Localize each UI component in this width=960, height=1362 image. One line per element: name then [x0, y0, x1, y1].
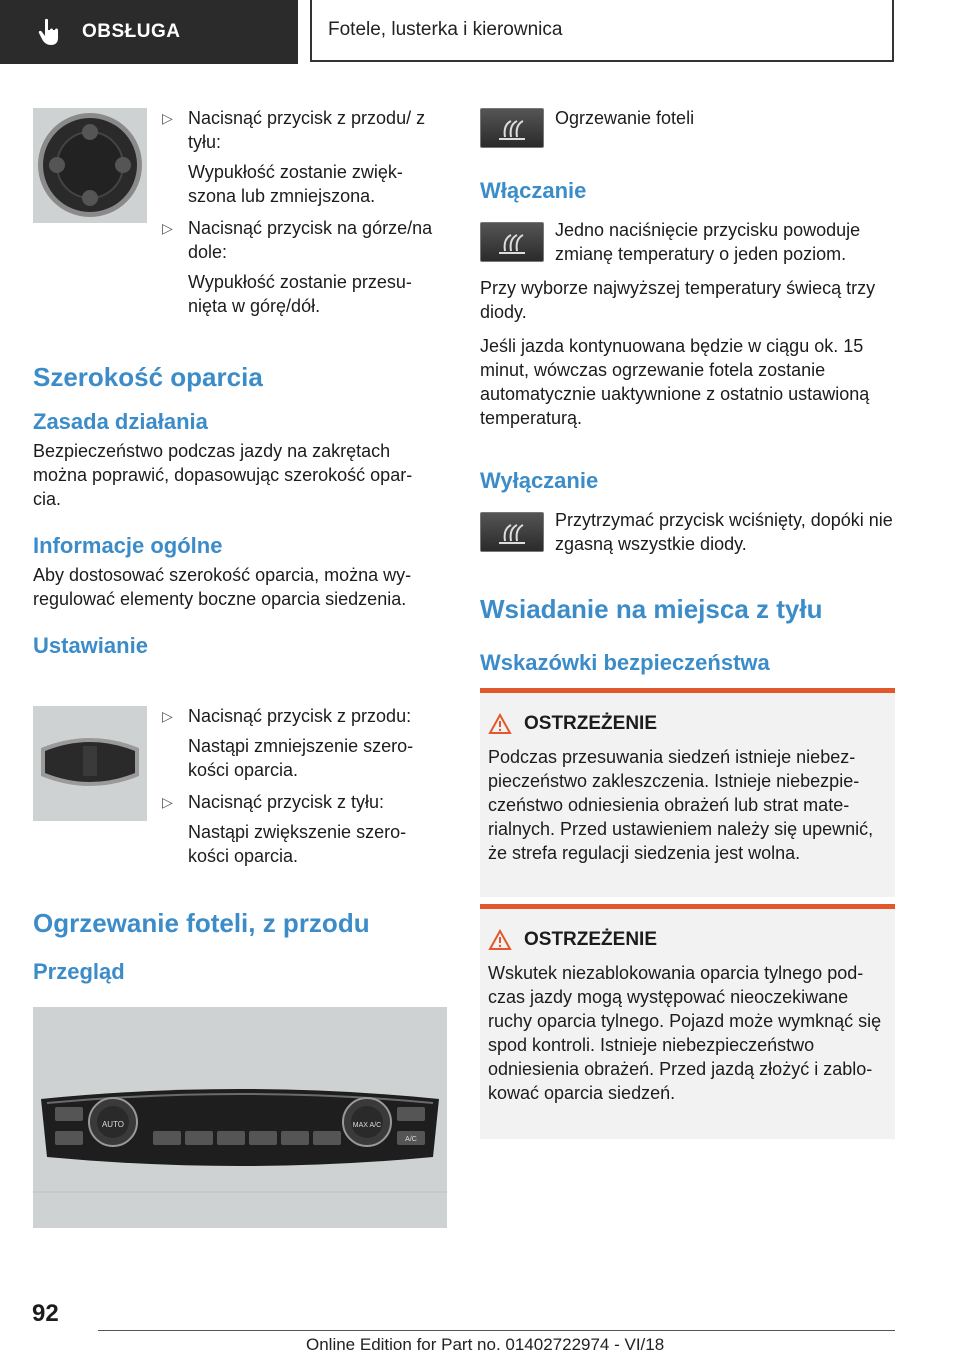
- warning-text: Podczas przesuwania siedzeń istnieje niebez- pieczeństwo zakleszczenia. Istnieje niebezpie- czeństwo odniesienia obrażeń lub strat mate- rialnych. Przed ustawieniem należy się upewnić, że strefa regulacji siedzenia jest wolna.: [488, 747, 874, 863]
- chapter-title: Fotele, lusterka i kierownica: [328, 19, 563, 40]
- width-list: [162, 704, 447, 868]
- width-control-image: [33, 706, 147, 821]
- bullet-arrow-icon: ▷: [162, 794, 173, 810]
- warning-triangle-icon: [488, 713, 512, 735]
- subheading: Zasada działania: [33, 409, 208, 434]
- subheading: Przegląd: [33, 959, 125, 984]
- heat-label: Ogrzewanie foteli: [555, 108, 695, 128]
- list-item: ▷ Nacisnąć przycisk z przodu/ z tyłu:: [162, 108, 426, 152]
- page-number: 92: [32, 1300, 59, 1327]
- seat-heating-button-icon: [480, 108, 544, 148]
- edition-text: Online Edition for Part no. 01402722974 - VI/18: [306, 1335, 665, 1354]
- paragraph: Aby dostosować szerokość oparcia, można wy- regulować elementy boczne oparcia siedzenia.: [33, 565, 412, 609]
- seat-heating-button-icon: [480, 222, 544, 262]
- section-heading: Wsiadanie na miejsca z tyłu: [480, 594, 823, 624]
- lumbar-button-icon: [33, 108, 147, 223]
- section-title: OBSŁUGA: [82, 21, 181, 42]
- warning-title: OSTRZEŻENIE: [524, 713, 658, 734]
- paragraph: Bezpieczeństwo podczas jazdy na zakrętach można poprawić, dopasowując szerokość opar- cia.: [33, 441, 413, 509]
- warning-box: [480, 688, 895, 897]
- warning-box: [480, 904, 895, 1139]
- paragraph: Przytrzymać przycisk wciśnięty, dopóki nie zgasną wszystkie diody.: [555, 510, 893, 554]
- warning-triangle-icon: [488, 929, 512, 951]
- bullet-arrow-icon: ▷: [162, 220, 173, 236]
- warning-title: OSTRZEŻENIE: [524, 929, 658, 950]
- paragraph: Przy wyborze najwyższej temperatury świecą trzy diody.: [480, 278, 876, 322]
- auto-knob-label: AUTO: [101, 1120, 125, 1129]
- list-item-result: Nastąpi zmniejszenie szero- kości oparcia.: [188, 736, 414, 780]
- list-item: ▷ Nacisnąć przycisk na górze/na dole:: [162, 218, 433, 262]
- lumbar-list: [162, 106, 447, 318]
- hand-pointer-icon: [38, 18, 62, 46]
- max-ac-knob-label: MAX A/C: [352, 1122, 382, 1129]
- width-button-icon: [33, 706, 147, 821]
- chapter-header: [310, 0, 894, 62]
- lumbar-control-image: [33, 108, 147, 223]
- list-item-result: Wypukłość zostanie zwięk- szona lub zmniejszona.: [188, 162, 403, 206]
- paragraph: Jedno naciśnięcie przycisku powoduje zmianę temperatury o jeden poziom.: [555, 220, 861, 264]
- ac-button-label: A/C: [405, 1136, 417, 1143]
- climate-panel-image: [33, 1007, 447, 1228]
- list-item-result: Nastąpi zwiększenie szero- kości oparcia.: [188, 822, 407, 866]
- section-heading: Ogrzewanie foteli, z przodu: [33, 908, 370, 938]
- list-item: ▷ Nacisnąć przycisk z tyłu:: [162, 792, 385, 812]
- subheading: Wyłączanie: [480, 468, 599, 493]
- subheading: Ustawianie: [33, 633, 148, 658]
- subheading: Włączanie: [480, 178, 587, 203]
- list-item: ▷ Nacisnąć przycisk z przodu:: [162, 706, 412, 726]
- paragraph: Jeśli jazda kontynuowana będzie w ciągu ok. 15 minut, wówczas ogrzewanie fotela zostanie automatycznie uaktywnione z ostatnio ustawioną temperaturą.: [480, 336, 870, 428]
- bullet-arrow-icon: ▷: [162, 110, 173, 126]
- seat-heating-button-icon: [480, 512, 544, 552]
- section-tab[interactable]: [0, 0, 298, 64]
- climate-panel-illustration: [33, 1007, 447, 1228]
- section-heading: Szerokość oparcia: [33, 362, 263, 392]
- warning-text: Wskutek niezablokowania oparcia tylnego pod- czas jazdy mogą występować nieoczekiwane ruchy oparcia tylnego. Pojazd może wymknąć się spod kontroli. Istnieje niebezpieczeństwo odniesienia obrażeń. Przed jazdą złożyć i zablo- kować oparcia siedzeń.: [488, 963, 882, 1103]
- list-item-result: Wypukłość zostanie przesu- nięta w górę/dół.: [188, 272, 412, 316]
- subheading: Wskazówki bezpieczeństwa: [480, 650, 770, 675]
- subheading: Informacje ogólne: [33, 533, 223, 558]
- bullet-arrow-icon: ▷: [162, 708, 173, 724]
- footer-divider: [98, 1330, 895, 1331]
